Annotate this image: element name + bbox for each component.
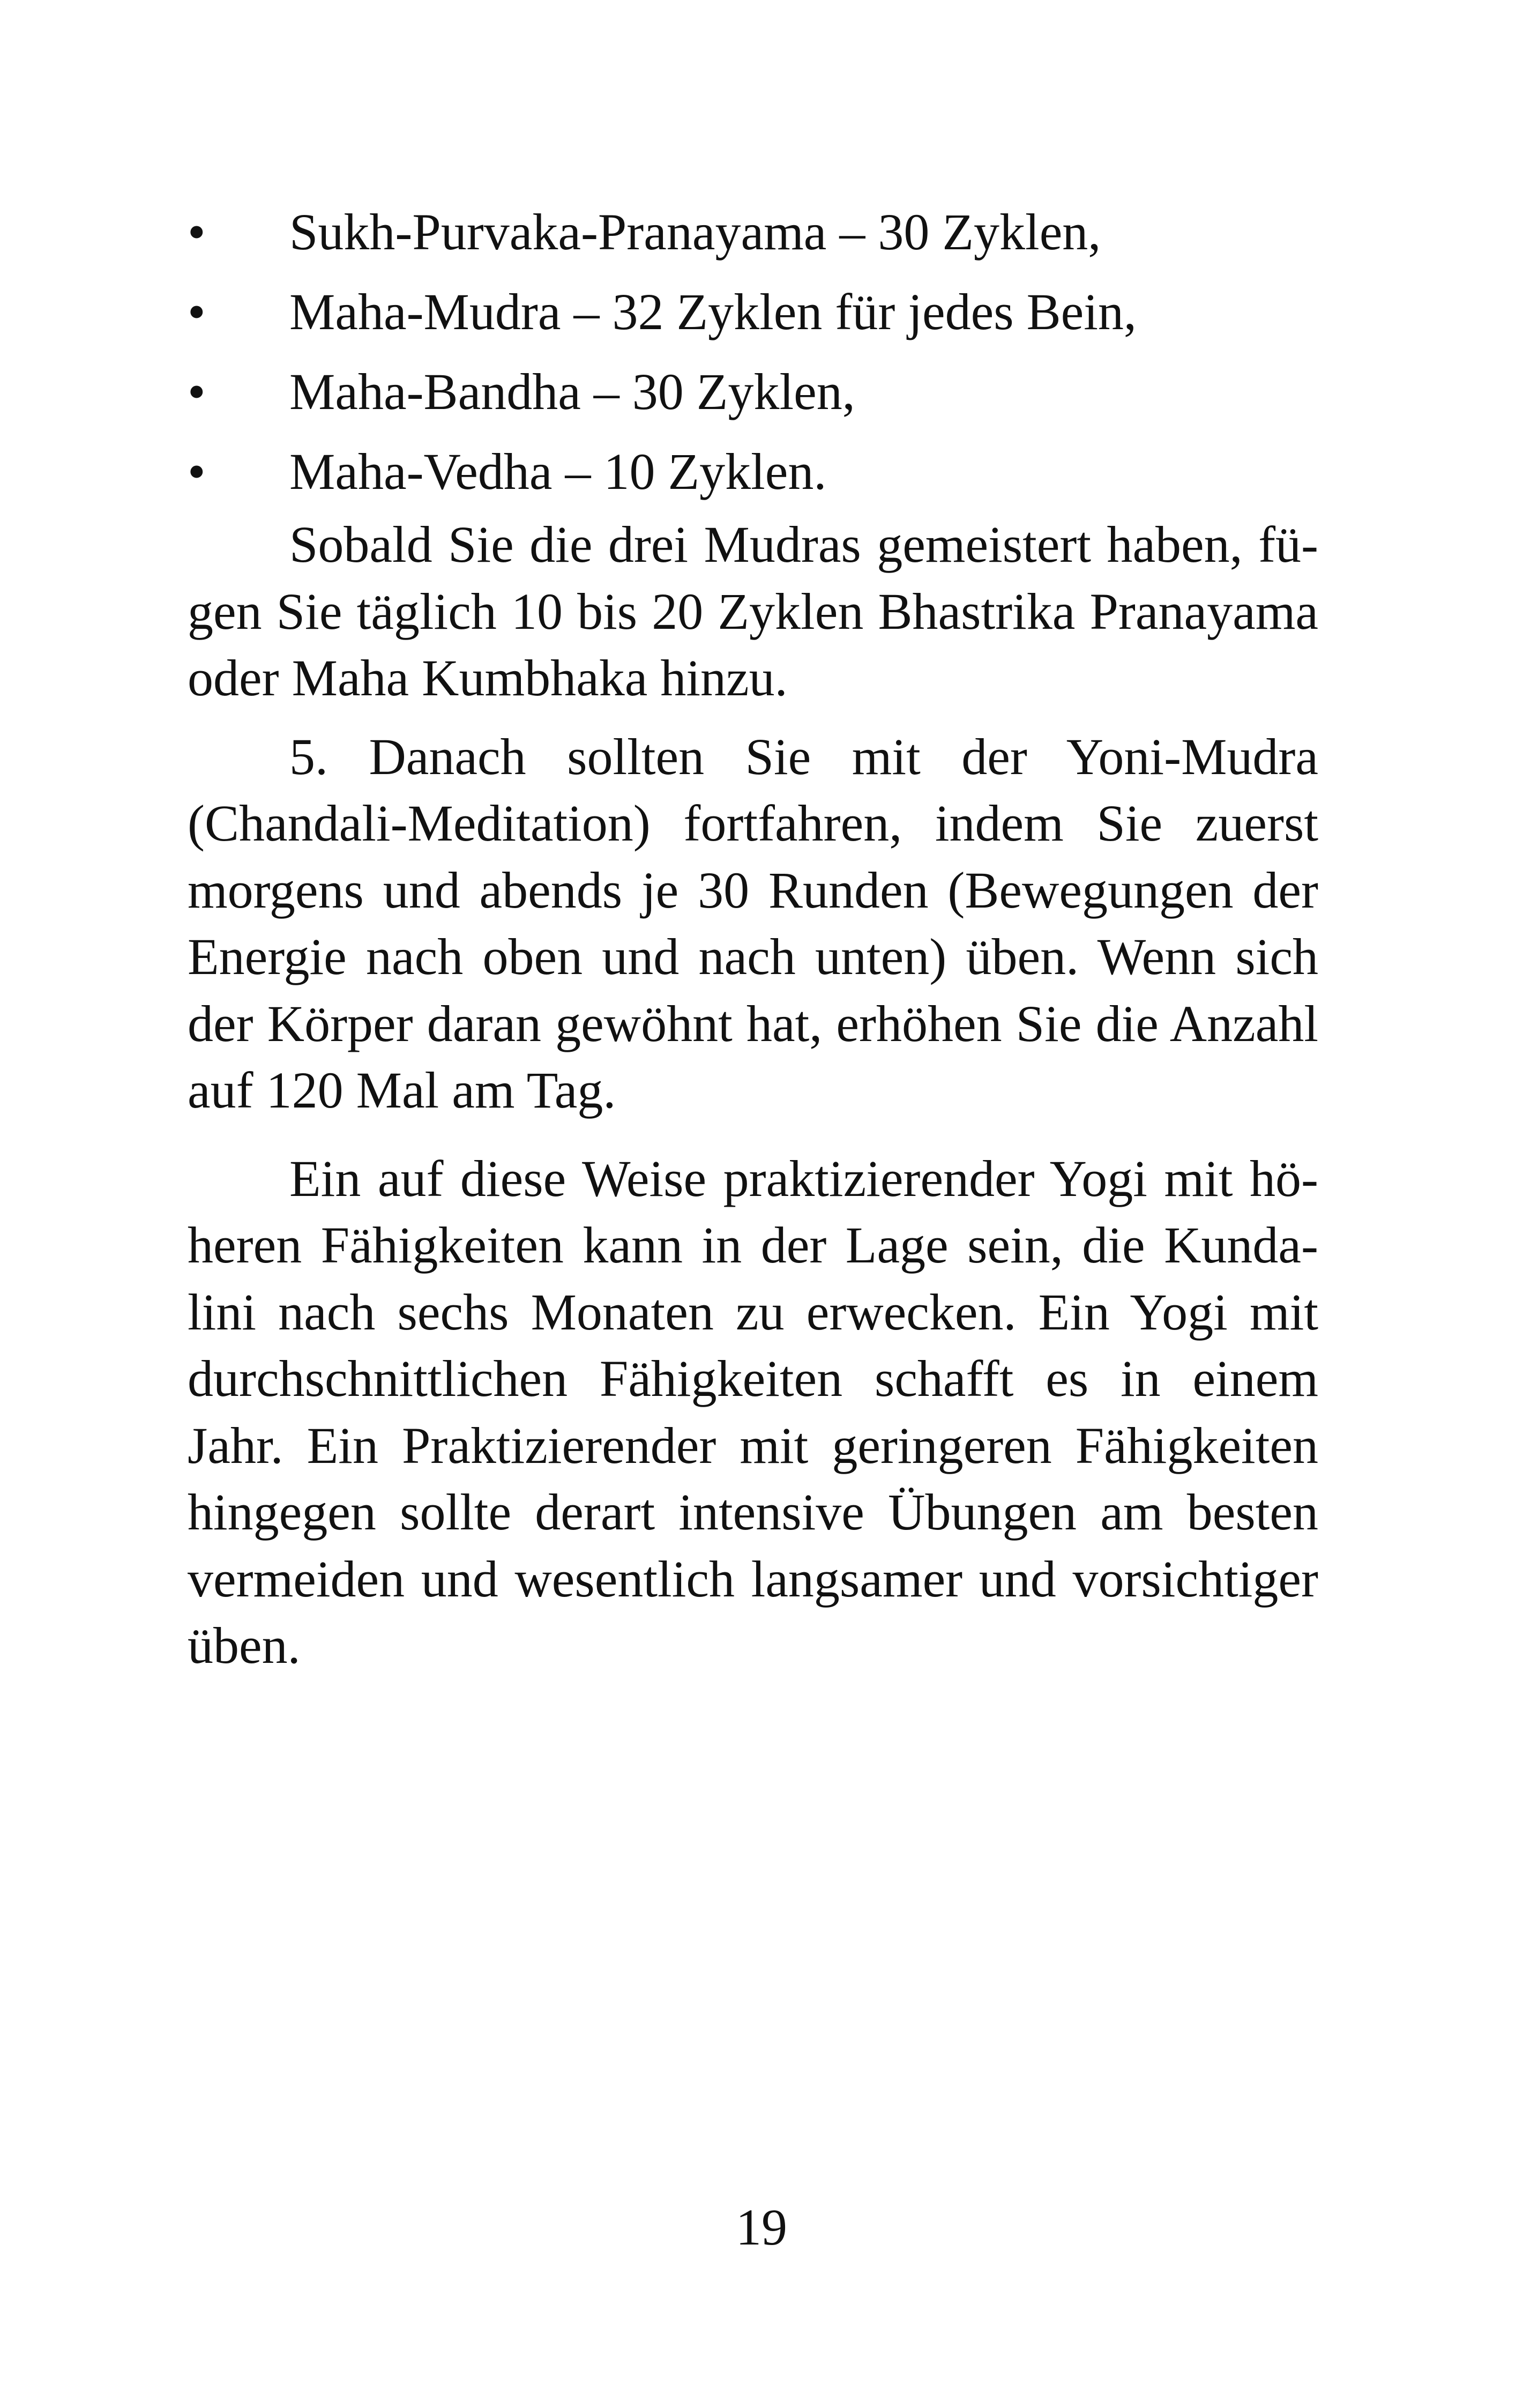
list-item-text: Sukh-Purvaka-Pranayama – 30 Zyklen, bbox=[289, 203, 1101, 261]
bullet-list bbox=[188, 192, 1318, 511]
list-item-text: Maha-Mudra – 32 Zyklen für jedes Bein, bbox=[289, 283, 1137, 340]
paragraph: 5. Danach sollten Sie mit der Yoni-Mudra (Chandali-Meditation) fortfahren, indem Sie zuerst morgens und abends je 30 Runden (Bewegungen der Energie nach oben und nach unten) üben. Wenn sich der Körper daran gewöhnt hat, erhöhen Sie die Anzahl auf 120 Mal am Tag. bbox=[188, 727, 1318, 1119]
bullet-icon: • bbox=[188, 203, 206, 261]
list-item-text: Maha-Vedha – 10 Zyklen. bbox=[289, 443, 827, 500]
page-body bbox=[188, 192, 1318, 1679]
list-item bbox=[188, 432, 1318, 511]
paragraph: Ein auf diese Weise praktizierender Yogi mit höheren Fähigkeiten kann in der Lage sein, die Kundalini nach sechs Monaten zu erwecken. Ein Yogi mit durchschnittlichen Fähigkeiten schafft es in einem Jahr. Ein Praktizierender mit geringeren Fähigkeiten hingegen sollte derart intensive Übungen am besten vermeiden und wesentlich langsamer und vorsichtiger üben. bbox=[188, 1149, 1318, 1674]
list-item bbox=[188, 352, 1318, 432]
list-item-text: Maha-Bandha – 30 Zyklen, bbox=[289, 363, 855, 420]
bullet-icon: • bbox=[188, 443, 206, 500]
bullet-icon: • bbox=[188, 363, 206, 420]
list-item bbox=[188, 272, 1318, 352]
page-number: 19 bbox=[736, 2198, 787, 2256]
bullet-icon: • bbox=[188, 283, 206, 340]
list-item bbox=[188, 192, 1318, 272]
paragraph: Sobald Sie die drei Mudras gemeistert haben, fügen Sie täglich 10 bis 20 Zyklen Bhastrika Pranayama oder Maha Kumbhaka hinzu. bbox=[188, 516, 1318, 707]
